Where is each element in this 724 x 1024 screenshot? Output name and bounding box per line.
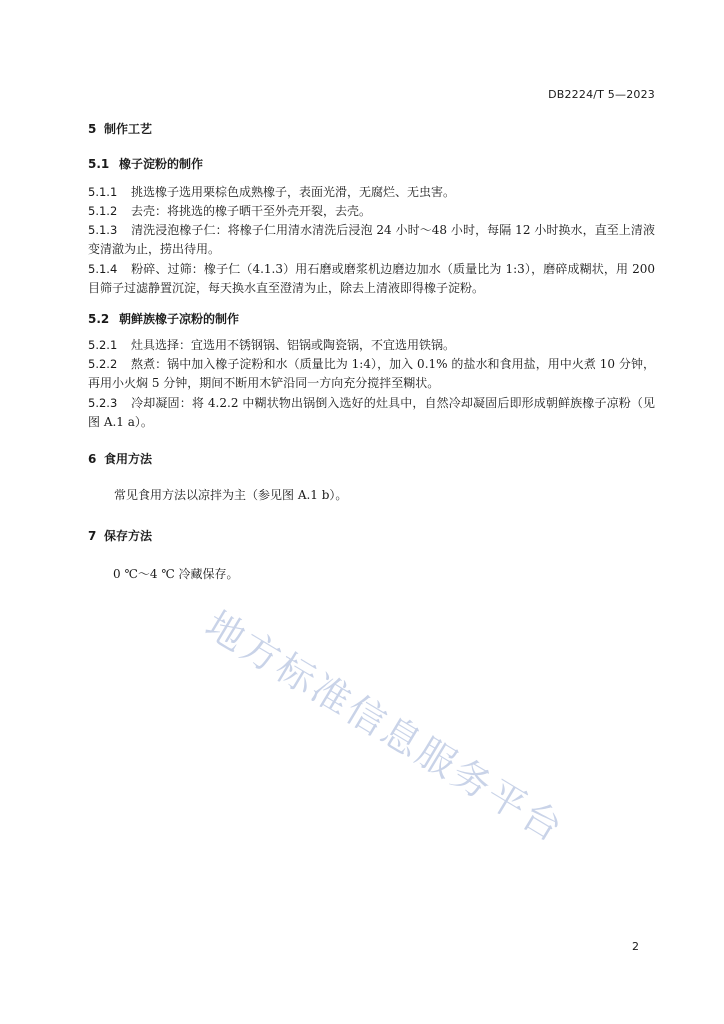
watermark: 地方标准信息服务平台 — [197, 602, 573, 852]
document-code-header: DB2224/T 5—2023 — [548, 88, 655, 101]
subsection-heading-5-1 — [88, 156, 655, 172]
clause-5-2-3 — [88, 394, 655, 433]
clause-number: 5.1.3 — [88, 223, 118, 237]
subsection-title: 橡子淀粉的制作 — [119, 157, 204, 171]
section-7-paragraph: 0 ℃～4 ℃ 冷藏保存。 — [113, 567, 239, 581]
clause-number: 5.2.2 — [88, 357, 118, 371]
section-heading-5 — [88, 121, 655, 137]
section-heading-6 — [88, 451, 655, 467]
subsection-title: 朝鲜族橡子凉粉的制作 — [119, 312, 240, 326]
section-title: 保存方法 — [104, 529, 153, 543]
clause-number: 5.2.3 — [88, 396, 118, 410]
section-heading-7 — [88, 528, 655, 544]
clause-5-1-4 — [88, 260, 655, 299]
clause-text: 挑选橡子选用栗棕色成熟橡子，表面光滑，无腐烂、无虫害。 — [131, 185, 456, 199]
page-number: 2 — [632, 940, 639, 953]
section-6-paragraph: 常见食用方法以凉拌为主（参见图 A.1 b）。 — [114, 488, 348, 502]
clause-5-1-2 — [88, 202, 655, 221]
clause-number: 5.1.4 — [88, 262, 118, 276]
clause-5-1-3 — [88, 221, 655, 260]
section-number: 6 — [88, 452, 97, 466]
clause-number: 5.2.1 — [88, 338, 118, 352]
clause-number: 5.1.2 — [88, 204, 118, 218]
clause-5-1-1 — [88, 183, 655, 202]
clause-text: 熬煮：锅中加入橡子淀粉和水（质量比为 1:4），加入 0.1% 的盐水和食用盐，用中火煮 10 分钟，再用小火焖 5 分钟，期间不断用木铲沿同一方向充分搅拌至糊状。 — [88, 357, 655, 391]
clause-5-2-2 — [88, 355, 655, 394]
subsection-heading-5-2 — [88, 311, 655, 327]
clause-5-2-1 — [88, 336, 655, 355]
clause-text: 清洗浸泡橡子仁：将橡子仁用清水清洗后浸泡 24 小时～48 小时，每隔 12 小时换水，直至上清液变清澈为止，捞出待用。 — [88, 223, 655, 257]
subsection-number: 5.1 — [88, 157, 110, 171]
clause-text: 粉碎、过筛：橡子仁（4.1.3）用石磨或磨浆机边磨边加水（质量比为 1:3），磨碎成糊状，用 200 目筛子过滤静置沉淀，每天换水直至澄清为止，除去上清液即得橡子淀粉。 — [88, 262, 655, 296]
subsection-number: 5.2 — [88, 312, 110, 326]
clause-text: 灶具选择：宜选用不锈钢锅、铝锅或陶瓷锅，不宜选用铁锅。 — [131, 338, 456, 352]
section-number: 5 — [88, 122, 97, 136]
clause-text: 冷却凝固：将 4.2.2 中糊状物出锅倒入选好的灶具中，自然冷却凝固后即形成朝鲜族橡子凉粉（见图 A.1 a）。 — [88, 396, 655, 430]
section-number: 7 — [88, 529, 97, 543]
clause-text: 去壳：将挑选的橡子晒干至外壳开裂，去壳。 — [131, 204, 372, 218]
section-title: 制作工艺 — [104, 122, 153, 136]
clause-number: 5.1.1 — [88, 185, 118, 199]
section-title: 食用方法 — [104, 452, 153, 466]
